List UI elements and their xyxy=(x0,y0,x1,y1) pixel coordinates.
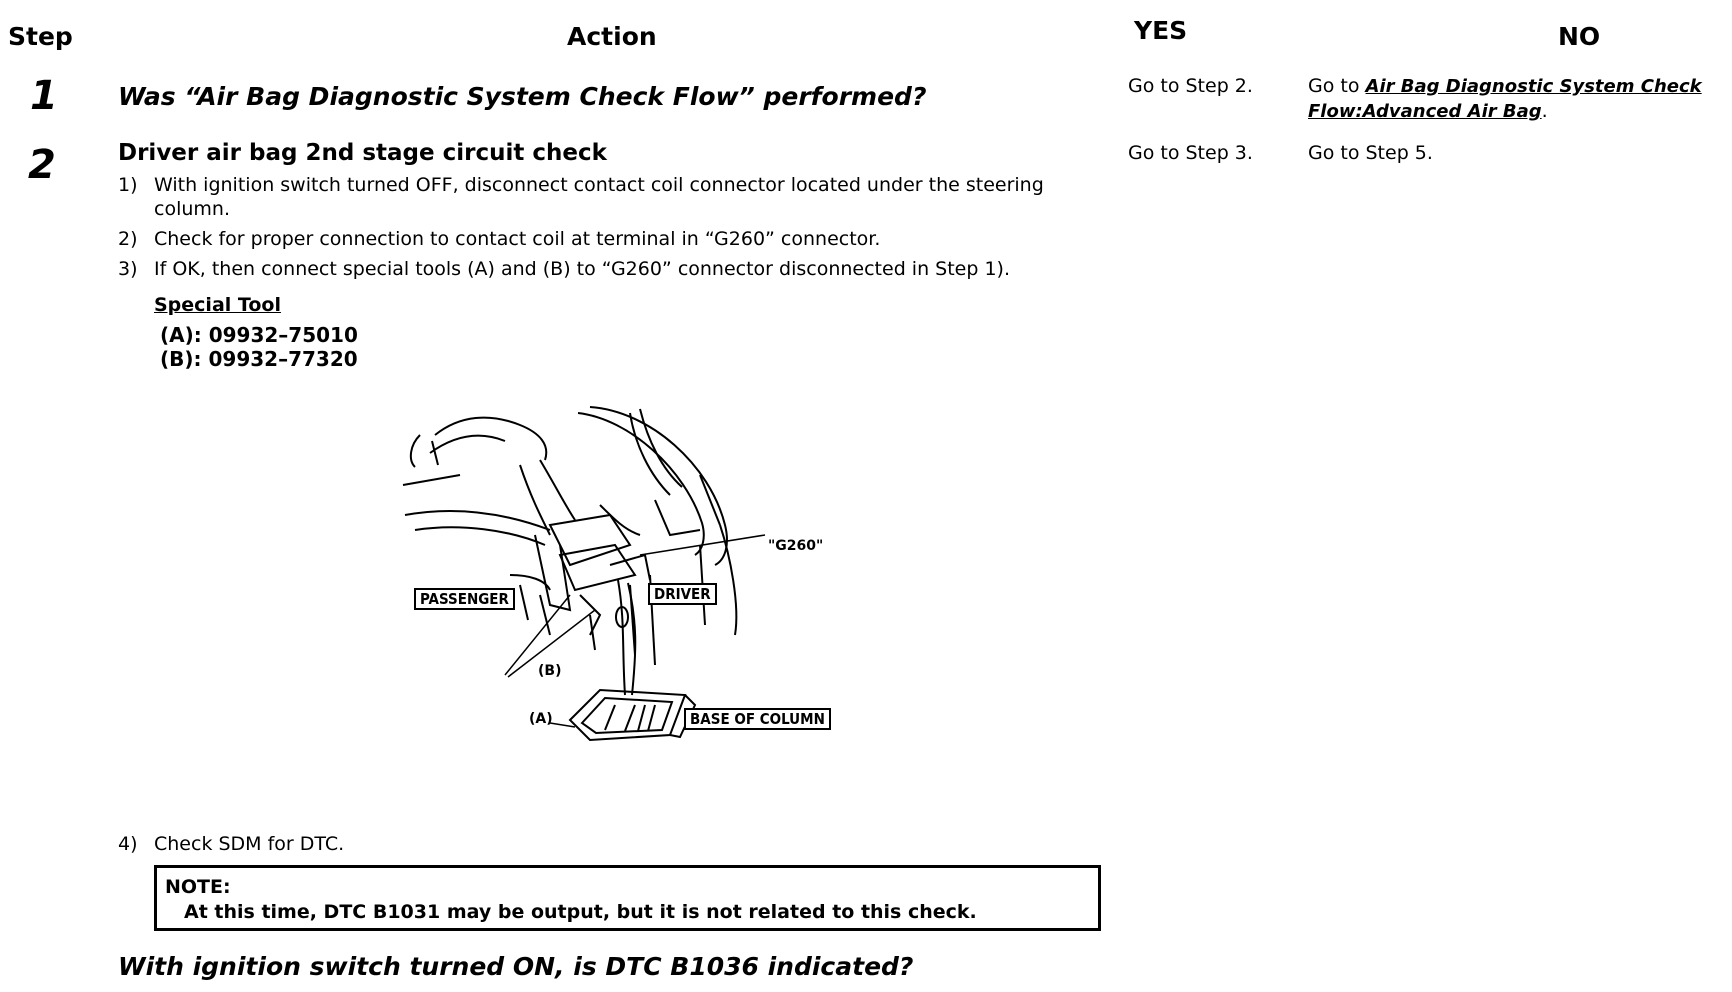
instruction-number: 2) xyxy=(118,228,138,250)
base-of-column-label: BASE OF COLUMN xyxy=(684,708,831,730)
step-1-no-prefix: Go to xyxy=(1308,75,1366,97)
instruction-text: Check for proper connection to contact coil at terminal in “G260” connector. xyxy=(154,228,881,250)
step-2-number: 2 xyxy=(28,142,56,188)
note-box xyxy=(154,865,1101,931)
air-bag-check-flow-link[interactable]: Air Bag Diagnostic System Check Flow:Advanced Air Bag xyxy=(1308,76,1702,122)
instruction-number: 1) xyxy=(118,174,138,196)
special-tool-label: Special Tool xyxy=(154,294,281,316)
step-2-question: With ignition switch turned ON, is DTC B1036 indicated? xyxy=(118,952,914,981)
tool-b-label: (B) xyxy=(538,663,562,679)
instruction-item xyxy=(118,832,1018,856)
instruction-item xyxy=(118,227,1103,251)
tool-a-label: (A) xyxy=(529,711,553,727)
instruction-number: 3) xyxy=(118,258,138,280)
instruction-text: Check SDM for DTC. xyxy=(154,833,345,855)
special-tool-a: (A): 09932–75010 xyxy=(160,323,358,347)
header-action: Action xyxy=(567,22,657,51)
header-no: NO xyxy=(1558,22,1601,51)
step-1-yes: Go to Step 2. xyxy=(1128,75,1253,97)
instruction-number: 4) xyxy=(118,833,138,855)
instruction-text: With ignition switch turned OFF, disconnect contact coil connector located under the steering column. xyxy=(154,174,1044,220)
connector-g260-label: "G260" xyxy=(768,538,824,554)
instruction-item xyxy=(118,173,1103,221)
header-yes: YES xyxy=(1134,16,1188,45)
note-text: At this time, DTC B1031 may be output, but it is not related to this check. xyxy=(184,901,977,923)
step-1-number: 1 xyxy=(30,73,58,119)
step-2-yes: Go to Step 3. xyxy=(1128,142,1253,164)
step-2-no: Go to Step 5. xyxy=(1308,142,1433,164)
header-step: Step xyxy=(8,22,73,51)
instruction-item xyxy=(118,257,1103,281)
special-tool-b: (B): 09932–77320 xyxy=(160,347,358,371)
step-2-instructions xyxy=(118,173,1103,281)
step-1-no-suffix: . xyxy=(1541,100,1548,122)
driver-label: DRIVER xyxy=(648,583,717,605)
passenger-label: PASSENGER xyxy=(414,588,515,610)
step-1-no xyxy=(1308,74,1728,124)
instruction-text: If OK, then connect special tools (A) and (B) to “G260” connector disconnected in Step 1). xyxy=(154,258,1011,280)
note-title: NOTE: xyxy=(165,876,231,898)
step-1-question: Was “Air Bag Diagnostic System Check Flow” performed? xyxy=(118,82,927,111)
step-2-title: Driver air bag 2nd stage circuit check xyxy=(118,140,607,166)
